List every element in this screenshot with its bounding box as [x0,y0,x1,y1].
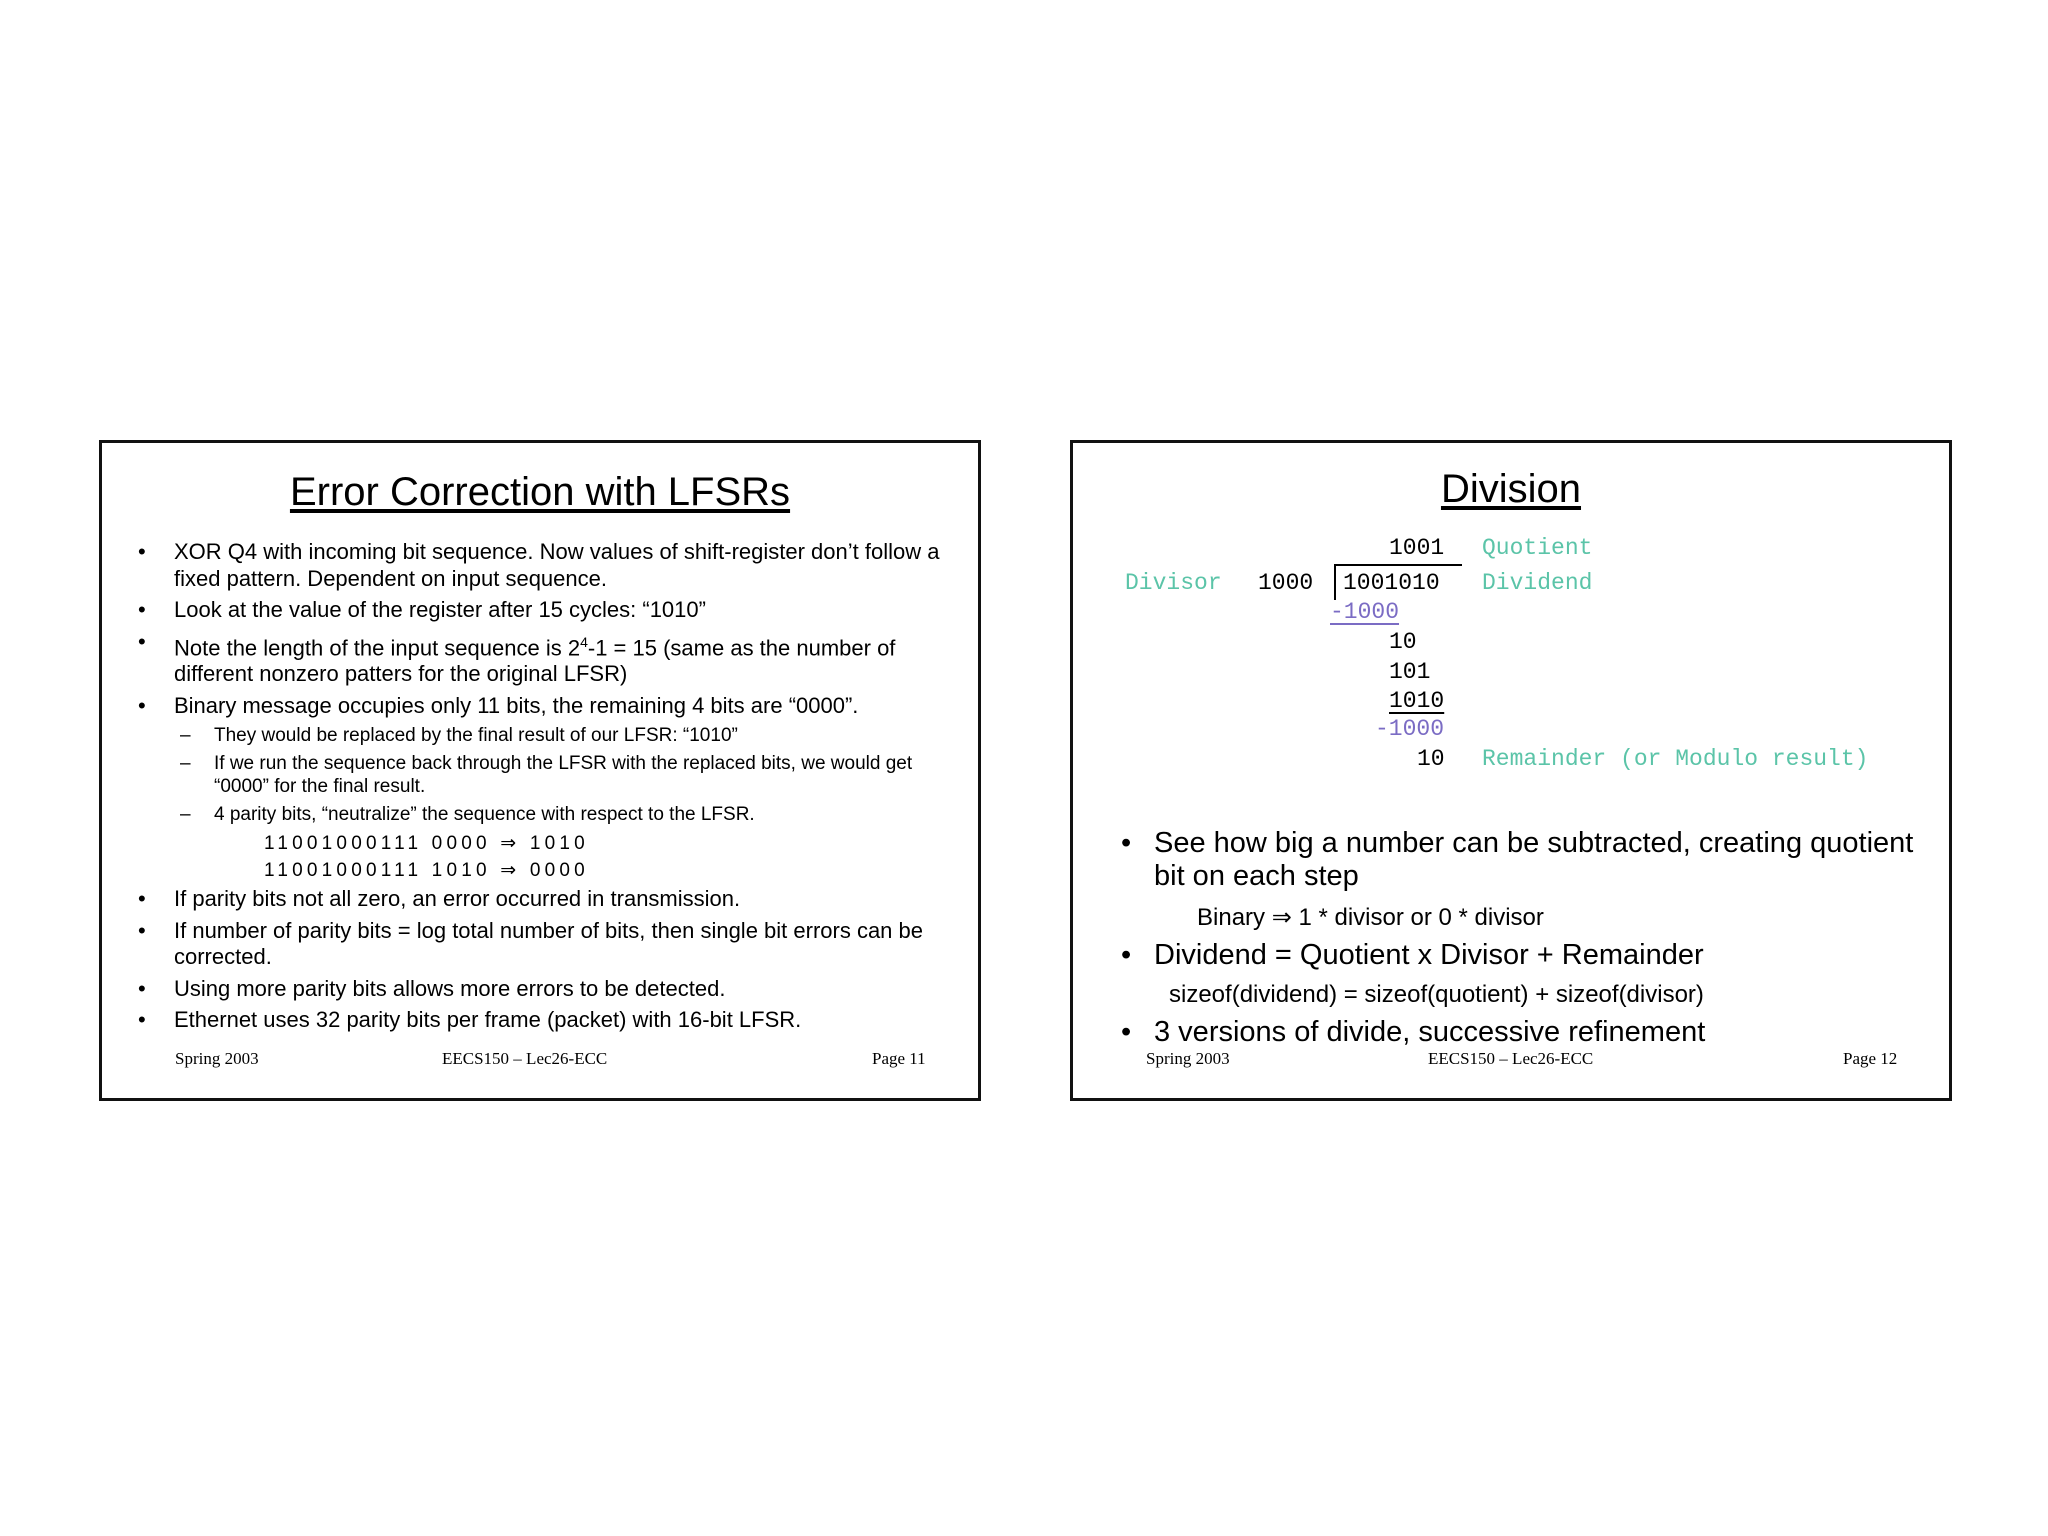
slide-title: Error Correction with LFSRs [289,470,791,514]
sub-text: Binary ⇒ 1 * divisor or 0 * divisor [1197,904,1544,931]
footer-page: Page 11 [872,1049,926,1068]
divisor: 1000 [1258,570,1314,596]
quotient: 1001 [1389,535,1445,561]
bullet-item: • Dividend = Quotient x Divisor + Remainder [1121,939,1921,972]
slide-title: Division [1440,467,1582,511]
bullet-item: • Binary message occupies only 11 bits, the remaining 4 bits are “0000”. [138,693,958,720]
quotient-label: Quotient [1482,535,1593,561]
partial-remainder: 101 [1389,659,1431,685]
bullet-item: • Look at the value of the register after 15 cycles: “1010” [138,597,958,624]
dividend: 1001010 [1343,570,1440,596]
subtraction-step: -1000 [1330,599,1400,625]
bullet-item [138,629,958,688]
footer-course: EECS150 – Lec26-ECC [442,1049,608,1068]
bullet-item: • XOR Q4 with incoming bit sequence. Now values of shift-register don’t follow a fixed pattern. Dependent on input sequence. [138,539,958,592]
slide-page-11 [99,440,981,1101]
exponent: 4 [580,633,588,650]
division-bracket-vertical [1334,564,1336,600]
bullet-item: • Ethernet uses 32 parity bits per frame (packet) with 16-bit LFSR. [138,1007,958,1034]
bullet-item: • If parity bits not all zero, an error occurred in transmission. [138,886,958,913]
note-prefix: Note the length of the input sequence is 2 [174,634,581,660]
sub-bullet-item: – If we run the sequence back through the LFSR with the replaced bits, we would get “0000” for the final result. [138,752,958,799]
remainder-label: Remainder (or Modulo result) [1482,746,1869,772]
footer-page: Page 12 [1843,1049,1898,1068]
remainder: 10 [1417,746,1445,772]
bullet-item: • Using more parity bits allows more errors to be detected. [138,976,958,1003]
note-suffix: -1 = 15 (same as the number of different nonzero patters for the original LFSR) [174,634,896,687]
dividend-label: Dividend [1482,570,1593,596]
subtraction-step: -1000 [1375,716,1445,742]
bullet-list [1121,939,1921,977]
slide-page-12 [1070,440,1952,1101]
bullet-item: • See how big a number can be subtracted, creating quotient bit on each step [1121,827,1921,893]
bullet-item: • 3 versions of divide, successive refinement [1121,1016,1921,1049]
divisor-label: Divisor [1125,570,1222,596]
bullet-item: • If number of parity bits = log total number of bits, then single bit errors can be corrected. [138,918,958,971]
sub-text: sizeof(dividend) = sizeof(quotient) + sizeof(divisor) [1169,981,1704,1008]
partial-remainder: 10 [1389,629,1417,655]
sub-bullet-item: – They would be replaced by the final result of our LFSR: “1010” [138,724,958,748]
footer-course: EECS150 – Lec26-ECC [1428,1049,1594,1068]
parity-sequence: 11001000111 1010 ⇒ 0000 [264,860,589,882]
partial-remainder: 1010 [1389,688,1445,714]
bullet-list [1121,827,1921,898]
footer-date: Spring 2003 [1146,1049,1230,1068]
bullet-list [138,539,958,1039]
parity-sequence: 11001000111 0000 ⇒ 1010 [264,833,589,855]
division-bracket-top [1334,564,1462,566]
footer-date: Spring 2003 [175,1049,259,1068]
sub-bullet-item: – 4 parity bits, “neutralize” the sequence with respect to the LFSR. [138,803,958,827]
